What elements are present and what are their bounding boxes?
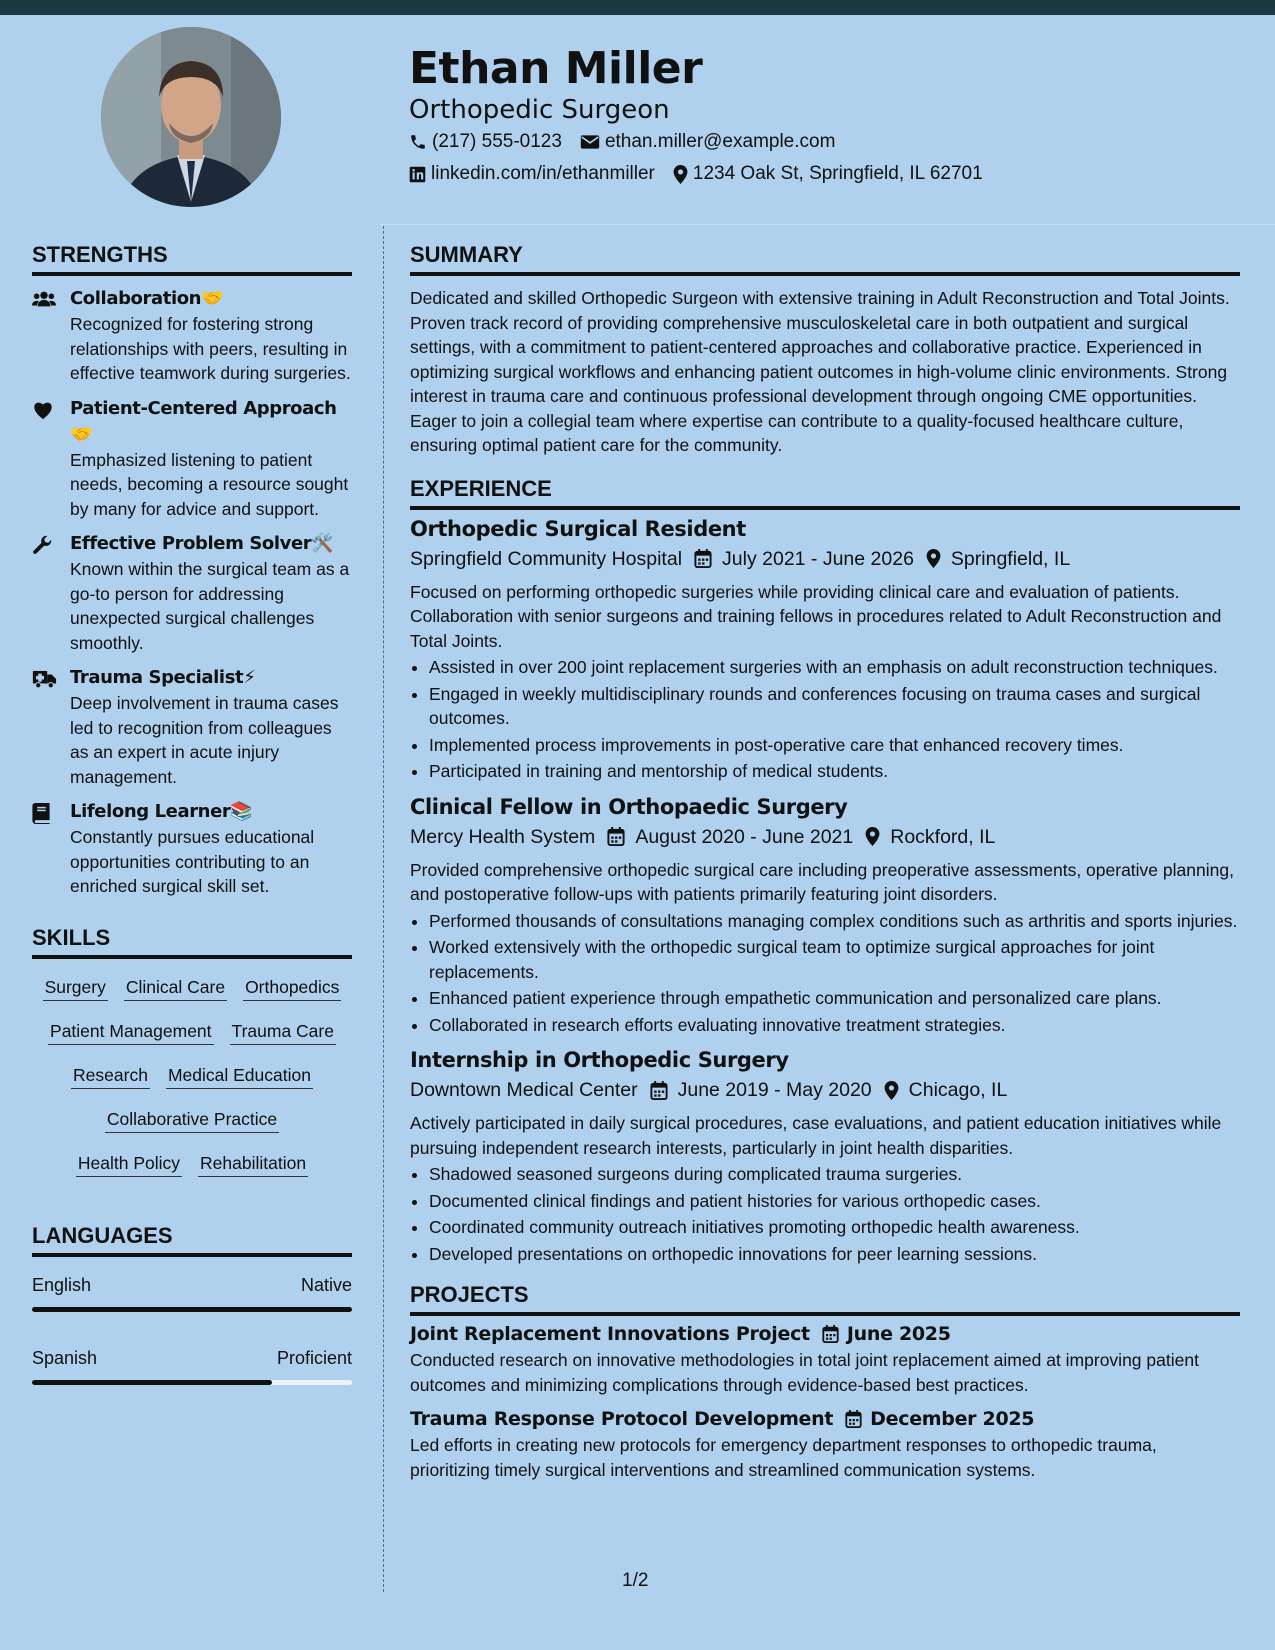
project-description: Conducted research on innovative methodologies in total joint replacement aimed at improving patient outcomes and minimizing complications through evidence-based best practices. xyxy=(410,1350,1199,1395)
summary-heading: SUMMARY xyxy=(410,238,1240,276)
users-icon xyxy=(32,290,56,308)
job-location: Chicago, IL xyxy=(908,1079,1008,1101)
profile-photo xyxy=(101,27,281,207)
calendar-icon xyxy=(845,1410,862,1428)
job-dates: June 2019 - May 2020 xyxy=(677,1079,872,1101)
job-title: Clinical Fellow in Orthopaedic Surgery xyxy=(410,794,848,819)
job-description: Provided comprehensive orthopedic surgical care including preoperative assessments, operative planning, and postoperative follow-ups with patients primarily featuring joint disorders. xyxy=(410,859,1234,904)
strength-item xyxy=(32,799,352,899)
email-contact[interactable] xyxy=(580,126,836,158)
calendar-icon xyxy=(822,1325,839,1343)
strength-title: Collaboration🤝 xyxy=(70,288,224,309)
heart-icon xyxy=(32,400,54,420)
column-divider xyxy=(383,226,384,1592)
language-level: Proficient xyxy=(276,1347,352,1368)
project-entry xyxy=(410,1405,1240,1482)
language-bar xyxy=(32,1307,352,1312)
summary-text: Dedicated and skilled Orthopedic Surgeon with extensive training in Adult Reconstruction and Total Joints. Proven track record of providing comprehensive musculoskeletal care in both outpatient and surgical settings, with a commitment to patient-centered approaches and collaborative practice. Experienced in optimizing surgical workflows and enhancing patient outcomes in high-volume clinic environments. Strong interest in trauma care and continuous professional development through ongoing CME opportunities. Eager to join a collegial team where expertise can contribute to a quality-focused healthcare culture, ensuring optimal patient care for the community. xyxy=(410,288,1230,455)
page-number: 1/2 xyxy=(622,1570,649,1591)
job-meta xyxy=(410,544,1240,574)
strength-text: Recognized for fostering strong relationships with peers, resulting in effective teamwork during surgeries. xyxy=(70,314,351,383)
job-meta xyxy=(410,822,1240,852)
list-item: • Enhanced patient experience through empathetic communication and personalized care plans. xyxy=(429,986,1240,1011)
linkedin-text: linkedin.com/in/ethanmiller xyxy=(431,163,655,184)
job-location: Rockford, IL xyxy=(890,825,996,848)
project-title-row xyxy=(410,1320,1240,1348)
address-contact xyxy=(673,158,983,190)
header-divider xyxy=(380,224,1275,225)
strength-item xyxy=(32,531,352,655)
skills-list xyxy=(32,969,352,1189)
skill-tag: Collaborative Practice xyxy=(105,1108,279,1133)
projects-heading: PROJECTS xyxy=(410,1278,1240,1316)
job-org: Springfield Community Hospital xyxy=(410,547,683,570)
job-org: Mercy Health System xyxy=(410,825,596,848)
map-pin-icon xyxy=(926,549,941,568)
list-item: • Collaborated in research efforts evaluating innovative treatment strategies. xyxy=(429,1013,1240,1038)
job-title: Internship in Orthopedic Surgery xyxy=(410,1048,789,1072)
strength-item xyxy=(32,396,352,522)
phone-contact[interactable] xyxy=(409,126,562,158)
skill-tag: Clinical Care xyxy=(124,976,227,1001)
language-bar xyxy=(32,1380,352,1385)
left-column xyxy=(32,238,352,1419)
project-description: Led efforts in creating new protocols for emergency department responses to orthopedic trauma, prioritizing timely surgical interventions and streamlined communication systems. xyxy=(410,1435,1157,1480)
skill-tag: Health Policy xyxy=(76,1152,182,1177)
job-org: Downtown Medical Center xyxy=(410,1079,638,1101)
skill-tag: Medical Education xyxy=(166,1064,313,1089)
experience-entry xyxy=(410,1045,1240,1266)
right-column xyxy=(410,238,1240,1482)
calendar-icon xyxy=(650,1081,668,1100)
job-description: Actively participated in daily surgical procedures, case evaluations, and patient education initiatives while pursuing independent research interests, particularly in joint health disparities. xyxy=(410,1113,1222,1158)
envelope-icon xyxy=(580,134,600,150)
project-date: June 2025 xyxy=(846,1323,951,1345)
map-pin-icon xyxy=(884,1081,899,1100)
project-title-row xyxy=(410,1405,1240,1433)
list-item: • Implemented process improvements in post-operative care that enhanced recovery times. xyxy=(429,733,1240,758)
strength-title: Effective Problem Solver🛠️ xyxy=(70,533,334,554)
map-pin-icon xyxy=(865,827,880,846)
strength-item xyxy=(32,665,352,789)
project-date: December 2025 xyxy=(870,1408,1035,1430)
address-text: 1234 Oak St, Springfield, IL 62701 xyxy=(692,163,983,184)
language-item xyxy=(32,1273,352,1312)
map-pin-icon xyxy=(673,165,688,184)
strength-title: Trauma Specialist⚡ xyxy=(70,667,256,688)
language-bar-fill xyxy=(32,1380,272,1385)
skill-tag: Research xyxy=(71,1064,150,1089)
linkedin-icon xyxy=(409,166,426,183)
ambulance-icon xyxy=(32,669,57,689)
strength-text: Constantly pursues educational opportunities contributing to an enriched surgical skill set. xyxy=(70,827,315,896)
project-title: Trauma Response Protocol Development xyxy=(410,1408,834,1430)
email-text: ethan.miller@example.com xyxy=(604,131,836,152)
language-item xyxy=(32,1346,352,1385)
job-location: Springfield, IL xyxy=(950,547,1071,570)
contact-row-2 xyxy=(409,158,1249,190)
job-dates: August 2020 - June 2021 xyxy=(635,825,854,848)
list-item: • Participated in training and mentorship of medical students. xyxy=(429,759,1240,784)
phone-text: (217) 555-0123 xyxy=(432,131,562,152)
job-title: Orthopedic Surgical Resident xyxy=(410,516,746,541)
strength-item xyxy=(32,286,352,386)
strength-title: Patient-Centered Approach🤝 xyxy=(70,397,337,445)
wrench-icon xyxy=(32,535,53,556)
strength-text: Deep involvement in trauma cases led to recognition from colleagues as an expert in acute injury management. xyxy=(70,693,339,787)
project-entry xyxy=(410,1320,1240,1397)
list-item: • Documented clinical findings and patient histories for various orthopedic cases. xyxy=(429,1189,1240,1214)
experience-heading: EXPERIENCE xyxy=(410,472,1240,510)
skill-tag: Patient Management xyxy=(48,1020,214,1045)
language-bar-fill xyxy=(32,1307,352,1312)
job-bullets xyxy=(410,1162,1240,1266)
list-item: • Coordinated community outreach initiatives promoting orthopedic health awareness. xyxy=(429,1215,1240,1240)
list-item: • Shadowed seasoned surgeons during complicated trauma surgeries. xyxy=(429,1162,1240,1187)
skill-tag: Orthopedics xyxy=(243,976,341,1001)
job-bullets xyxy=(410,909,1240,1038)
list-item: • Performed thousands of consultations managing complex conditions such as arthritis and sports injuries. xyxy=(429,909,1240,934)
skill-tag: Rehabilitation xyxy=(198,1152,308,1177)
strength-text: Emphasized listening to patient needs, becoming a resource sought by many for advice and support. xyxy=(70,449,349,519)
strength-title: Lifelong Learner📚 xyxy=(70,801,253,822)
experience-entry xyxy=(410,792,1240,1038)
list-item: • Developed presentations on orthopedic innovations for peer learning sessions. xyxy=(429,1242,1240,1267)
language-name: Spanish xyxy=(32,1347,98,1368)
calendar-icon xyxy=(607,827,625,846)
resume-header xyxy=(409,42,1249,190)
project-title: Joint Replacement Innovations Project xyxy=(410,1323,810,1345)
list-item: • Assisted in over 200 joint replacement surgeries with an emphasis on adult reconstruction techniques. xyxy=(429,655,1240,680)
job-description: Focused on performing orthopedic surgeries while providing clinical care and evaluation of patients. Collaboration with senior surgeons and training fellows in procedures related to Adult Reconstruction and Total Joints. xyxy=(410,581,1222,651)
linkedin-contact[interactable] xyxy=(409,158,655,190)
list-item: • Engaged in weekly multidisciplinary rounds and conferences focusing on trauma cases and surgical outcomes. xyxy=(429,682,1240,731)
languages-heading: LANGUAGES xyxy=(32,1219,352,1257)
language-name: English xyxy=(32,1274,92,1295)
skill-tag: Surgery xyxy=(43,976,108,1001)
top-bar xyxy=(0,0,1275,15)
book-icon xyxy=(32,803,50,824)
strengths-heading: STRENGTHS xyxy=(32,238,352,276)
language-level: Native xyxy=(300,1274,352,1295)
strength-text: Known within the surgical team as a go-to person for addressing unexpected surgical challenges smoothly. xyxy=(70,559,350,653)
skills-heading: SKILLS xyxy=(32,921,352,959)
experience-entry xyxy=(410,514,1240,784)
phone-icon xyxy=(409,133,427,151)
candidate-title: Orthopedic Surgeon xyxy=(409,95,670,125)
calendar-icon xyxy=(694,549,712,568)
job-bullets xyxy=(410,655,1240,784)
languages-list xyxy=(32,1273,352,1385)
candidate-name: Ethan Miller xyxy=(409,43,703,94)
contact-row-1 xyxy=(409,126,1249,158)
job-meta xyxy=(410,1075,1240,1105)
skill-tag: Trauma Care xyxy=(230,1020,336,1045)
list-item: • Worked extensively with the orthopedic surgical team to optimize surgical approaches for joint replacements. xyxy=(429,935,1240,984)
job-dates: July 2021 - June 2026 xyxy=(722,547,914,570)
